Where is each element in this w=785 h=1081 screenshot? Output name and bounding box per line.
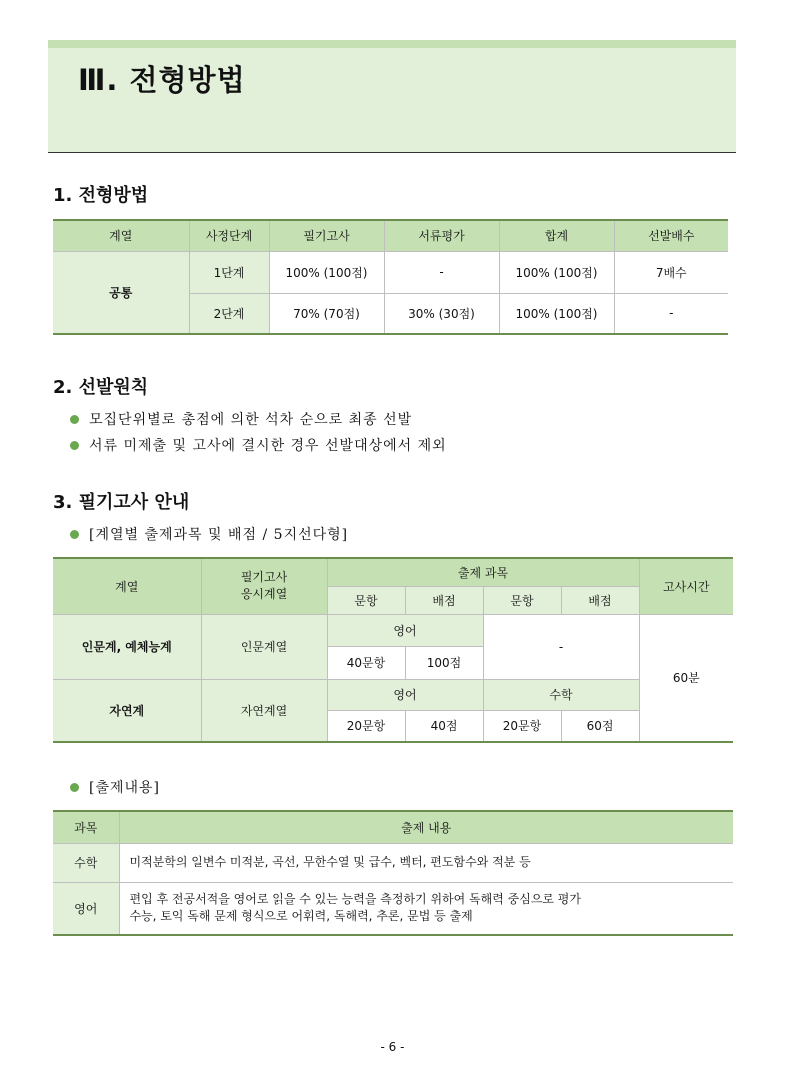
header-cell: 계열 xyxy=(53,220,189,251)
table-header-row xyxy=(53,811,733,843)
table-cell: 60분 xyxy=(639,614,733,742)
table-cell: 100% (100점) xyxy=(269,251,384,293)
list-item: 모집단위별로 총점에 의한 석차 순으로 최종 선발 xyxy=(70,407,447,433)
list-item: 서류 미제출 및 고사에 결시한 경우 선발대상에서 제외 xyxy=(70,433,447,459)
table-cell: 수학 xyxy=(483,679,639,710)
table-cell: 영어 xyxy=(53,882,119,935)
exam-content-table xyxy=(53,810,733,936)
table-header-row xyxy=(53,558,733,586)
table-row xyxy=(53,679,733,710)
header-cell: 배점 xyxy=(561,586,639,614)
table-cell: 미적분학의 일변수 미적분, 곡선, 무한수열 및 급수, 벡터, 편도함수와 적분 등 xyxy=(119,843,733,882)
table-cell: 수학 xyxy=(53,843,119,882)
header-cell: 과목 xyxy=(53,811,119,843)
content-line: 수능, 토익 독해 문제 형식으로 어휘력, 독해력, 추론, 문법 등 출제 xyxy=(129,909,473,924)
stage-cell: 1단계 xyxy=(189,251,269,293)
exam-content-subheading: [출제내용] xyxy=(70,777,160,797)
header-cell: 합계 xyxy=(499,220,614,251)
header-cell: 배점 xyxy=(405,586,483,614)
header-cell: 문항 xyxy=(483,586,561,614)
header-cell: 서류평가 xyxy=(384,220,499,251)
header-cell: 고사시간 xyxy=(639,558,733,614)
section-title-selection-method: 1. 전형방법 xyxy=(53,185,149,206)
table-header-row xyxy=(53,220,728,251)
table-cell: 100% (100점) xyxy=(499,293,614,334)
table-cell: 영어 xyxy=(327,614,483,646)
header-cell: 출제 내용 xyxy=(119,811,733,843)
table-cell: 자연계열 xyxy=(201,679,327,742)
header-cell: 필기고사 응시계열 xyxy=(201,558,327,614)
table-cell: 20문항 xyxy=(483,710,561,742)
table-row xyxy=(53,882,733,935)
table-cell: 자연계 xyxy=(53,679,201,742)
page-number: - 6 - xyxy=(380,1040,405,1054)
table-cell: 인문계, 예체능계 xyxy=(53,614,201,679)
bullet-dot-icon xyxy=(70,783,79,792)
table-cell: - xyxy=(614,293,728,334)
header-cell: 출제 과목 xyxy=(327,558,639,586)
principles-list xyxy=(70,407,447,459)
chapter-title: Ⅲ. 전형방법 xyxy=(78,63,246,97)
header-cell: 필기고사 xyxy=(269,220,384,251)
table-cell: 30% (30점) xyxy=(384,293,499,334)
table-cell: - xyxy=(483,614,639,679)
table-cell: 100% (100점) xyxy=(499,251,614,293)
bullet-dot-icon xyxy=(70,530,79,539)
table-cell: 40점 xyxy=(405,710,483,742)
exam-subjects-subheading: [계열별 출제과목 및 배점 / 5지선다형] xyxy=(70,524,348,544)
section-title-principles: 2. 선발원칙 xyxy=(53,377,149,398)
table-cell: 100점 xyxy=(405,646,483,679)
content-line: 편입 후 전공서적을 영어로 읽을 수 있는 능력을 측정하기 위하여 독해력 중심으로 평가 xyxy=(129,892,581,907)
table-row xyxy=(53,843,733,882)
group-cell: 공통 xyxy=(53,251,189,334)
selection-method-table xyxy=(53,219,728,335)
table-row xyxy=(53,614,733,646)
table-cell xyxy=(119,882,733,935)
table-cell: 인문계열 xyxy=(201,614,327,679)
table-cell: 20문항 xyxy=(327,710,405,742)
stage-cell: 2단계 xyxy=(189,293,269,334)
header-cell: 계열 xyxy=(53,558,201,614)
table-cell: - xyxy=(384,251,499,293)
chapter-banner xyxy=(48,40,736,153)
table-cell: 40문항 xyxy=(327,646,405,679)
section-title-exam-info: 3. 필기고사 안내 xyxy=(53,492,190,513)
bullet-dot-icon xyxy=(70,415,79,424)
bullet-dot-icon xyxy=(70,441,79,450)
header-cell: 사정단계 xyxy=(189,220,269,251)
table-cell: 7배수 xyxy=(614,251,728,293)
table-row xyxy=(53,251,728,293)
table-cell: 영어 xyxy=(327,679,483,710)
header-cell: 선발배수 xyxy=(614,220,728,251)
table-cell: 70% (70점) xyxy=(269,293,384,334)
header-cell: 문항 xyxy=(327,586,405,614)
table-cell: 60점 xyxy=(561,710,639,742)
exam-subjects-table xyxy=(53,557,733,743)
